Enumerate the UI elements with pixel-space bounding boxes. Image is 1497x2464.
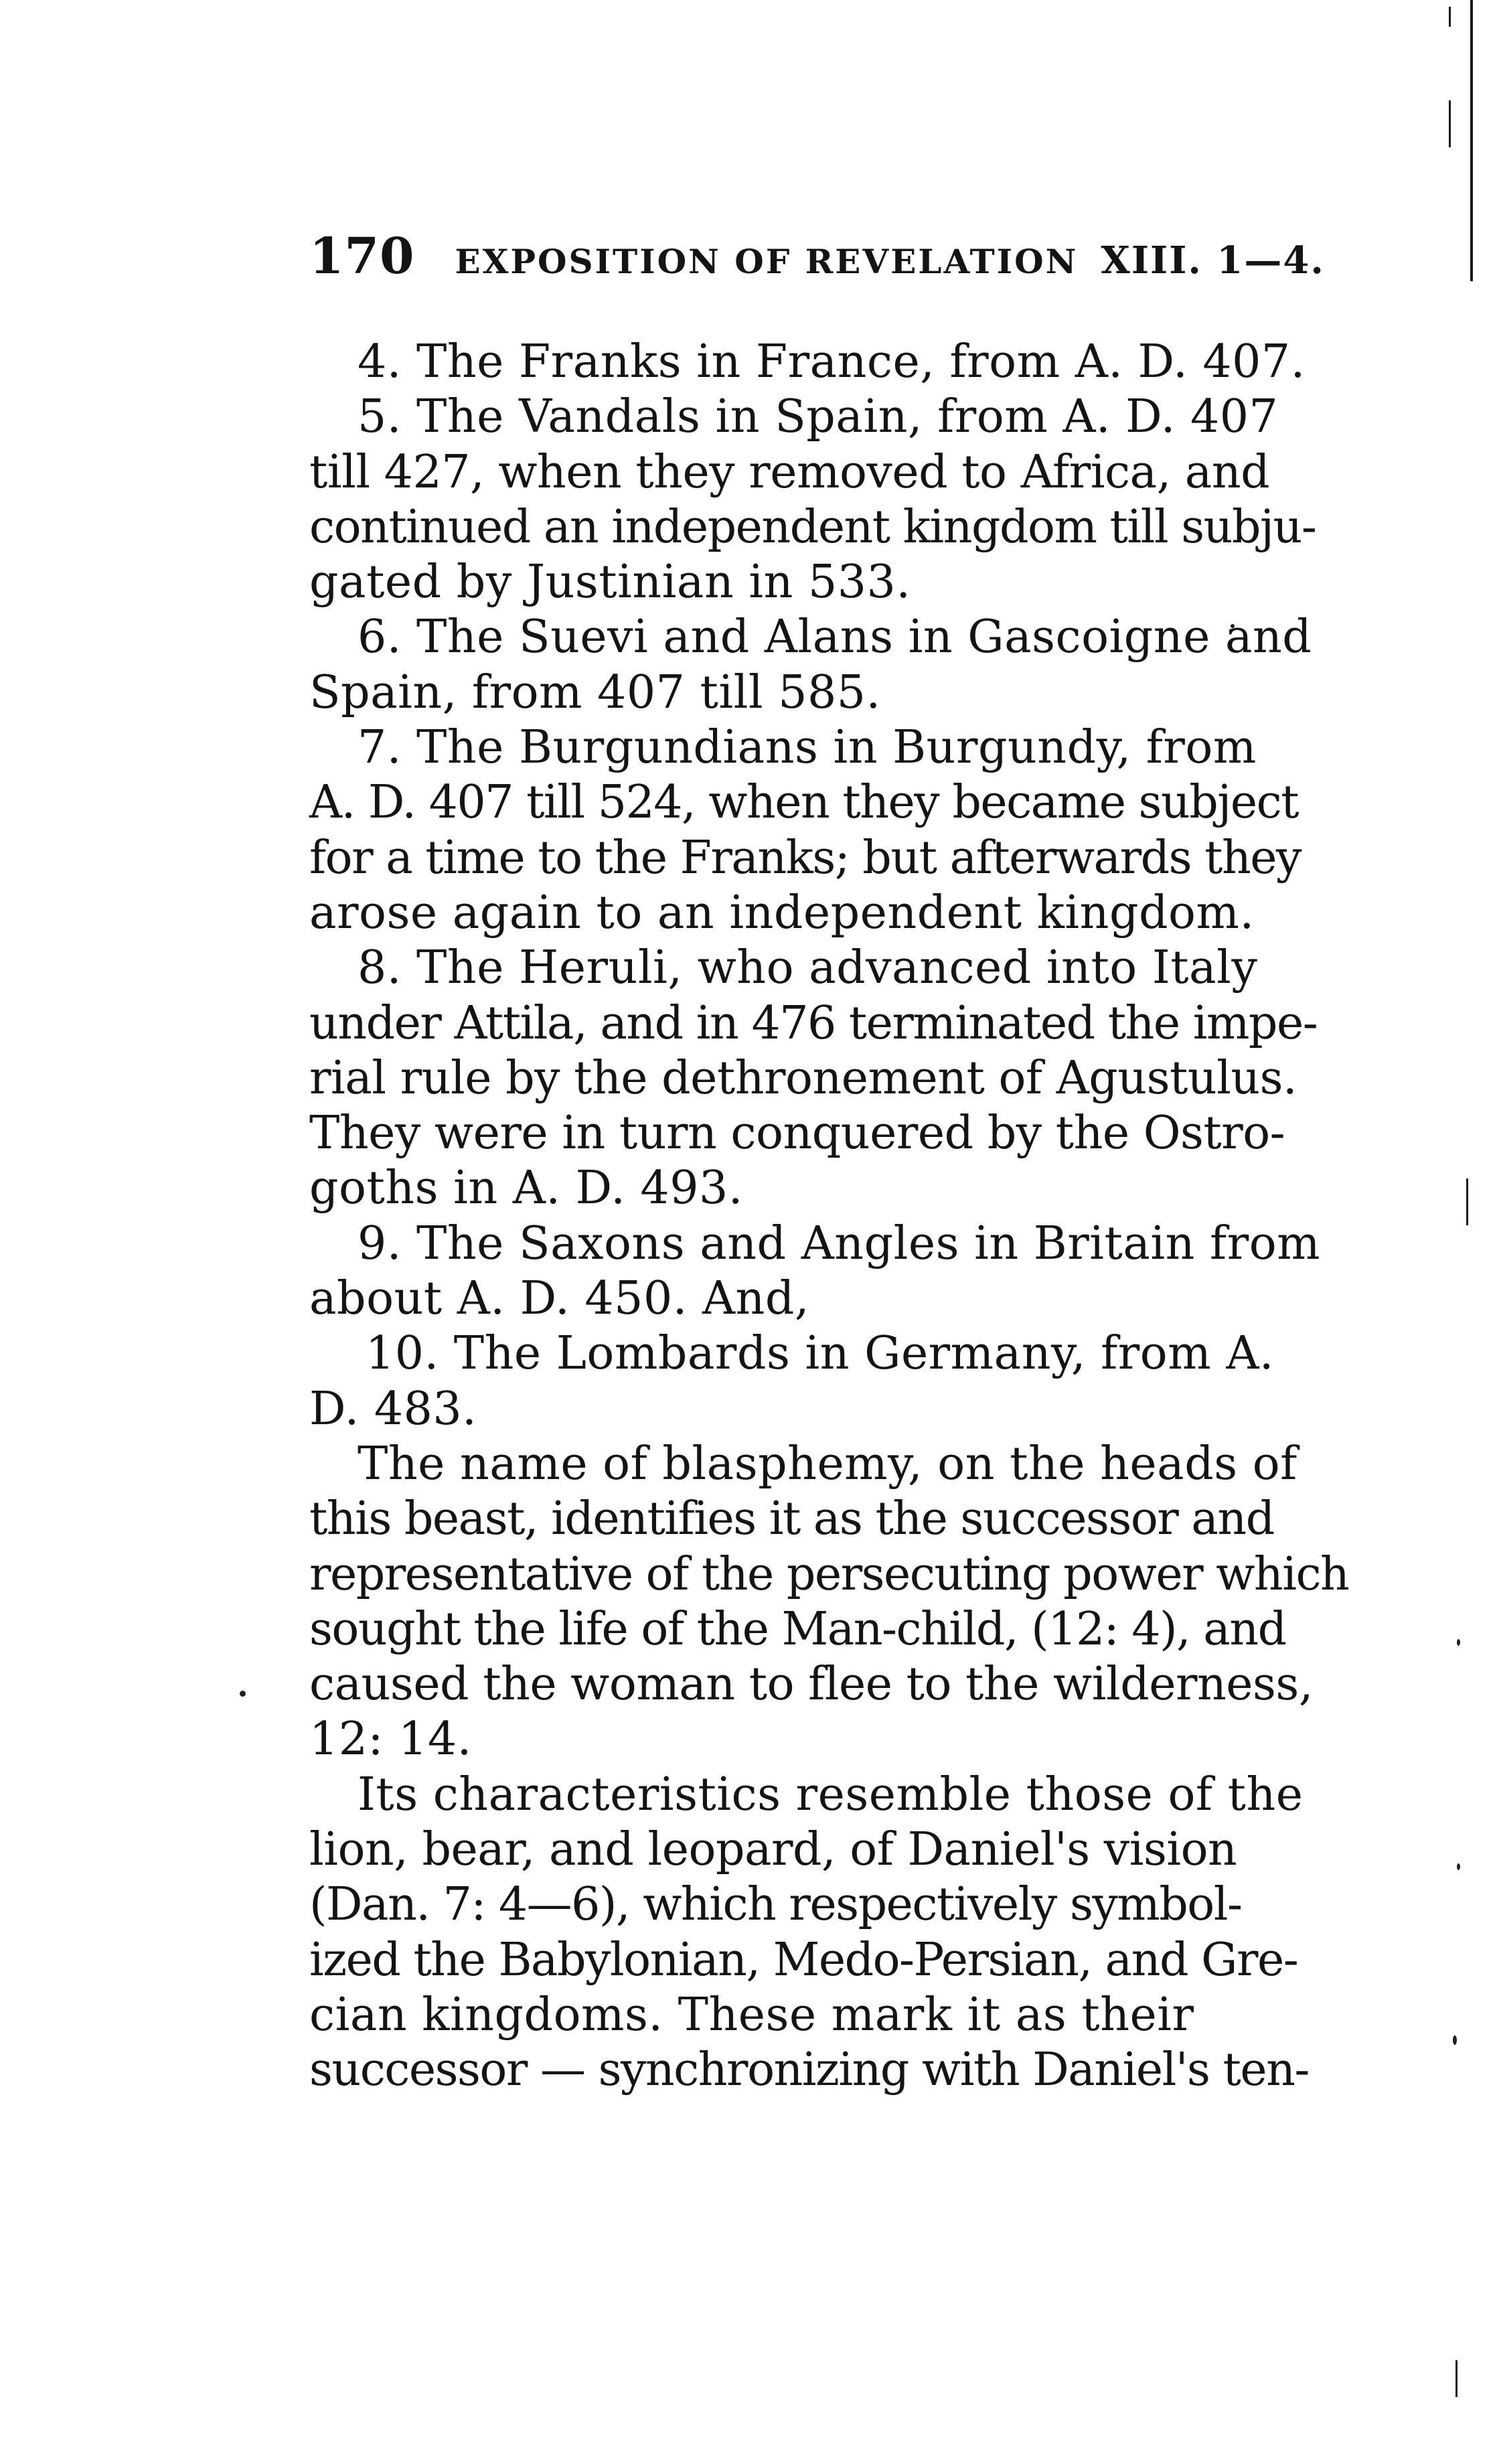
text-line: arose again to an independent kingdom.: [309, 886, 1255, 939]
ink-speck: [1453, 2035, 1457, 2045]
text-line: caused the woman to flee to the wilderness,: [309, 1658, 1313, 1711]
text-line: sought the life of the Man-child, (12: 4), and: [309, 1602, 1286, 1656]
text-line: 6. The Suevi and Alans in Gascoigne and: [358, 611, 1312, 664]
body-text: [309, 335, 1414, 2098]
running-head: [309, 228, 1381, 288]
text-line: lion, bear, and leopard, of Daniel's vision: [309, 1823, 1237, 1877]
text-line: this beast, identifies it as the successor and: [309, 1492, 1274, 1546]
text-line: They were in turn conquered by the Ostro-: [309, 1107, 1285, 1160]
text-line: Spain, from 407 till 585.: [309, 666, 881, 719]
text-line: gated by Justinian in 533.: [309, 556, 911, 609]
text-line: representative of the persecuting power which: [309, 1547, 1349, 1601]
running-head-title: EXPOSITION OF REVELATION: [455, 242, 1079, 281]
scan-edge-mark: [1470, 0, 1473, 281]
text-line: 7. The Burgundians in Burgundy, from: [358, 721, 1257, 775]
text-line: till 427, when they removed to Africa, and: [309, 445, 1270, 499]
text-line: 9. The Saxons and Angles in Britain from: [358, 1217, 1321, 1270]
chapter-reference: XIII. 1—4.: [1101, 238, 1325, 283]
scan-edge-mark: [1449, 100, 1451, 147]
text-line: 8. The Heruli, who advanced into Italy: [358, 941, 1258, 995]
text-line: continued an independent kingdom till subju-: [309, 500, 1316, 554]
scan-edge-mark: [1466, 1178, 1468, 1225]
page-number: 170: [309, 228, 415, 285]
ink-speck: [240, 1691, 246, 1697]
text-line: rial rule by the dethronement of Agustulus.: [309, 1051, 1297, 1105]
text-line: D. 483.: [309, 1382, 477, 1436]
text-line: The name of blasphemy, on the heads of: [358, 1437, 1297, 1490]
text-line: 5. The Vandals in Spain, from A. D. 407: [358, 390, 1279, 444]
ink-speck: [1457, 1863, 1460, 1870]
text-line: ized the Babylonian, Medo-Persian, and Gre-: [309, 1933, 1298, 1987]
scan-edge-mark: [1449, 7, 1451, 27]
text-line: Its characteristics resemble those of the: [358, 1768, 1304, 1821]
text-line: goths in A. D. 493.: [309, 1162, 743, 1215]
text-line: about A. D. 450. And,: [309, 1272, 809, 1326]
text-line: for a time to the Franks; but afterwards they: [309, 831, 1301, 884]
scan-edge-mark: [1455, 2360, 1457, 2397]
ink-speck: [1457, 1639, 1460, 1646]
text-line: (Dan. 7: 4—6), which respectively symbol-: [309, 1878, 1242, 1932]
text-line: A. D. 407 till 524, when they became subject: [309, 776, 1299, 830]
text-line: cian kingdoms. These mark it as their: [309, 1988, 1194, 2042]
text-line: 10. The Lombards in Germany, from A.: [366, 1327, 1275, 1381]
text-line: successor — synchronizing with Daniel's ten-: [309, 2044, 1309, 2097]
text-line: under Attila, and in 476 terminated the impe-: [309, 996, 1318, 1050]
text-line: 12: 14.: [309, 1713, 472, 1766]
text-line: 4. The Franks in France, from A. D. 407.: [358, 335, 1306, 388]
